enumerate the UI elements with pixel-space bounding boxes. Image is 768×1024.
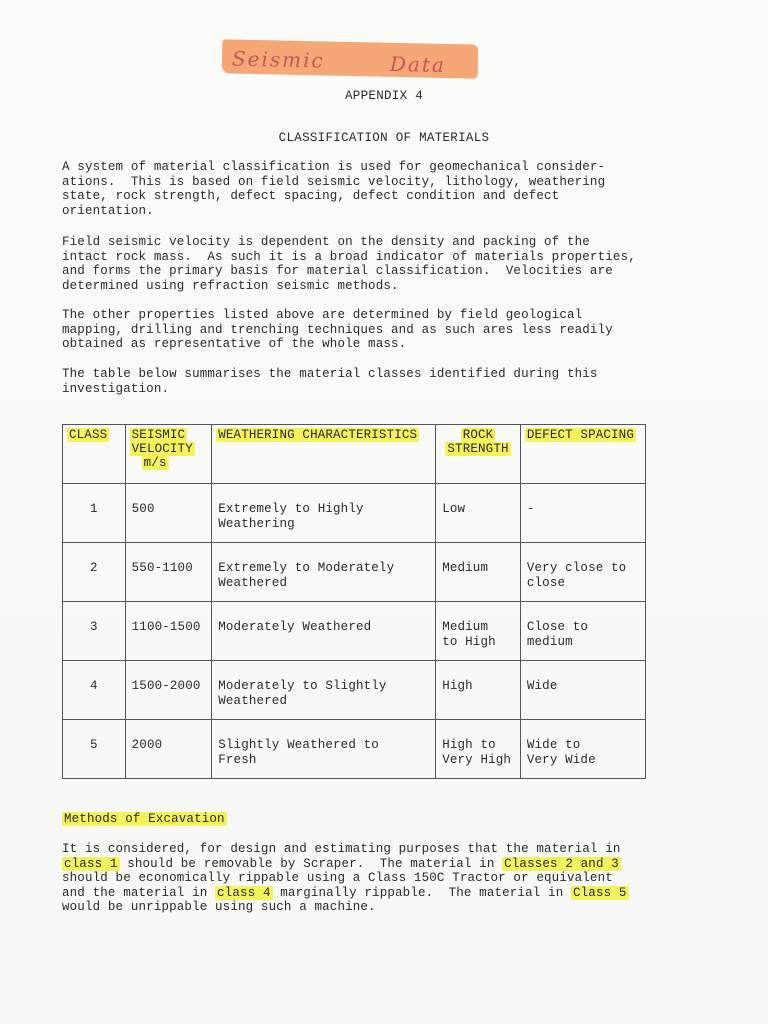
paragraph-other-properties bbox=[62, 308, 662, 352]
highlight-class-4: class 4 bbox=[217, 885, 271, 900]
cell-velocity: 1500-2000 bbox=[131, 679, 201, 693]
header-weathering bbox=[212, 425, 436, 484]
paragraph-line bbox=[62, 857, 662, 872]
paragraph-table-intro bbox=[62, 367, 662, 396]
cell-class: 5 bbox=[89, 738, 98, 752]
header-defect bbox=[520, 425, 645, 484]
cell-strength-line: Very High bbox=[442, 752, 512, 767]
cell-weathering-line: Moderately Weathered bbox=[218, 620, 372, 634]
paragraph-line: mapping, drilling and trenching techniques and as such ares less readily bbox=[62, 322, 613, 337]
paragraph-line: The other properties listed above are determined by field geological bbox=[62, 308, 583, 322]
paragraph-line: intact rock mass. As such it is a broad indicator of materials properties, bbox=[62, 249, 636, 264]
header-defect-label: DEFECT SPACING bbox=[526, 428, 634, 442]
cell-class: 4 bbox=[89, 679, 98, 693]
header-velocity-line: VELOCITY bbox=[131, 442, 193, 456]
paragraph-line: should be economically rippable using a Class 150C Tractor or equivalent bbox=[62, 871, 613, 885]
paragraph-line: investigation. bbox=[62, 381, 170, 396]
paragraph-line: Field seismic velocity is dependent on the density and packing of the bbox=[62, 235, 590, 249]
methods-heading: Methods of Excavation bbox=[64, 812, 225, 826]
cell-defect-line: - bbox=[526, 502, 535, 516]
paragraph-line: orientation. bbox=[62, 203, 154, 218]
cell-strength-line: Medium bbox=[442, 561, 489, 575]
handwritten-word-2: Data bbox=[389, 51, 447, 78]
table-row bbox=[63, 720, 646, 779]
highlight-class-5: Class 5 bbox=[573, 885, 627, 900]
cell-defect-line: Very close to bbox=[526, 561, 627, 575]
cell-velocity: 1100-1500 bbox=[131, 620, 201, 634]
paragraph-line: obtained as representative of the whole mass. bbox=[62, 337, 407, 351]
cell-weathering-line: Slightly Weathered to bbox=[218, 738, 379, 752]
cell-defect-line: Wide to bbox=[526, 738, 581, 752]
paragraph-line: would be unrippable using such a machine. bbox=[62, 900, 376, 914]
paragraph-methods bbox=[62, 842, 662, 915]
header-class-label: CLASS bbox=[69, 428, 108, 442]
cell-velocity: 550-1100 bbox=[131, 561, 193, 575]
cell-velocity: 2000 bbox=[131, 738, 163, 752]
cell-weathering-line: Weathering bbox=[218, 516, 295, 531]
header-class bbox=[63, 425, 126, 484]
methods-text: and the material in bbox=[62, 885, 216, 900]
cell-weathering-line: Moderately to Slightly bbox=[218, 679, 387, 693]
cell-defect-line: medium bbox=[526, 634, 573, 649]
cell-strength-line: High to bbox=[442, 738, 496, 752]
appendix-label: APPENDIX 4 bbox=[344, 89, 423, 103]
header-velocity bbox=[125, 425, 212, 484]
table-row bbox=[63, 543, 646, 602]
cell-weathering-line: Weathered bbox=[218, 693, 288, 708]
methods-heading-wrap bbox=[62, 812, 662, 827]
header-weathering-label: WEATHERING CHARACTERISTICS bbox=[218, 428, 418, 442]
cell-weathering-line: Fresh bbox=[218, 752, 257, 767]
header-velocity-line: SEISMIC bbox=[131, 428, 186, 442]
cell-strength-line: Medium bbox=[442, 620, 489, 634]
cell-velocity: 500 bbox=[131, 502, 155, 516]
cell-strength-line: Low bbox=[442, 502, 466, 516]
methods-text: should be removable by Scraper. The material in bbox=[119, 856, 503, 871]
cell-class: 3 bbox=[89, 620, 98, 634]
cell-strength-line: High bbox=[442, 679, 473, 693]
highlight-classes-2-3: Classes 2 and 3 bbox=[504, 856, 619, 871]
table-row bbox=[63, 602, 646, 661]
paragraph-line: determined using refraction seismic methods. bbox=[62, 278, 399, 293]
cell-class: 1 bbox=[89, 502, 98, 516]
header-strength-line: STRENGTH bbox=[447, 442, 509, 456]
cell-strength-line: to High bbox=[442, 634, 496, 649]
paragraph-intro bbox=[62, 160, 662, 218]
section-heading: CLASSIFICATION OF MATERIALS bbox=[278, 131, 490, 145]
cell-weathering-line: Extremely to Moderately bbox=[218, 561, 395, 575]
material-classification-table bbox=[62, 424, 646, 779]
paragraph-seismic-velocity bbox=[62, 235, 662, 293]
table-row bbox=[63, 661, 646, 720]
cell-weathering-line: Weathered bbox=[218, 575, 288, 590]
header-strength-line: ROCK bbox=[462, 428, 494, 442]
handwritten-title-annotation bbox=[222, 39, 479, 78]
paragraph-line: ations. This is based on field seismic velocity, lithology, weathering bbox=[62, 174, 606, 189]
highlight-class-1: class 1 bbox=[64, 856, 118, 871]
methods-text: marginally rippable. The material in bbox=[272, 885, 571, 900]
cell-weathering-line: Extremely to Highly bbox=[218, 502, 364, 516]
header-velocity-unit: m/s bbox=[143, 456, 167, 470]
paragraph-line: The table below summarises the material classes identified during this bbox=[62, 367, 598, 381]
paragraph-line: state, rock strength, defect spacing, defect condition and defect bbox=[62, 189, 560, 203]
cell-defect-line: close bbox=[526, 575, 566, 590]
header-strength bbox=[436, 425, 521, 484]
table-row bbox=[63, 484, 646, 543]
cell-defect-line: Close to bbox=[526, 620, 589, 634]
paragraph-line: and forms the primary basis for material classification. Velocities are bbox=[62, 264, 613, 278]
table-header-row bbox=[63, 425, 646, 484]
handwritten-word-1: Seismic bbox=[231, 46, 325, 73]
cell-defect-line: Very Wide bbox=[526, 752, 596, 767]
cell-defect-line: Wide bbox=[526, 679, 558, 693]
cell-class: 2 bbox=[89, 561, 98, 575]
paragraph-line bbox=[62, 886, 662, 901]
paragraph-line: A system of material classification is used for geomechanical consider- bbox=[62, 160, 606, 174]
paragraph-line: It is considered, for design and estimating purposes that the material in bbox=[62, 842, 621, 856]
